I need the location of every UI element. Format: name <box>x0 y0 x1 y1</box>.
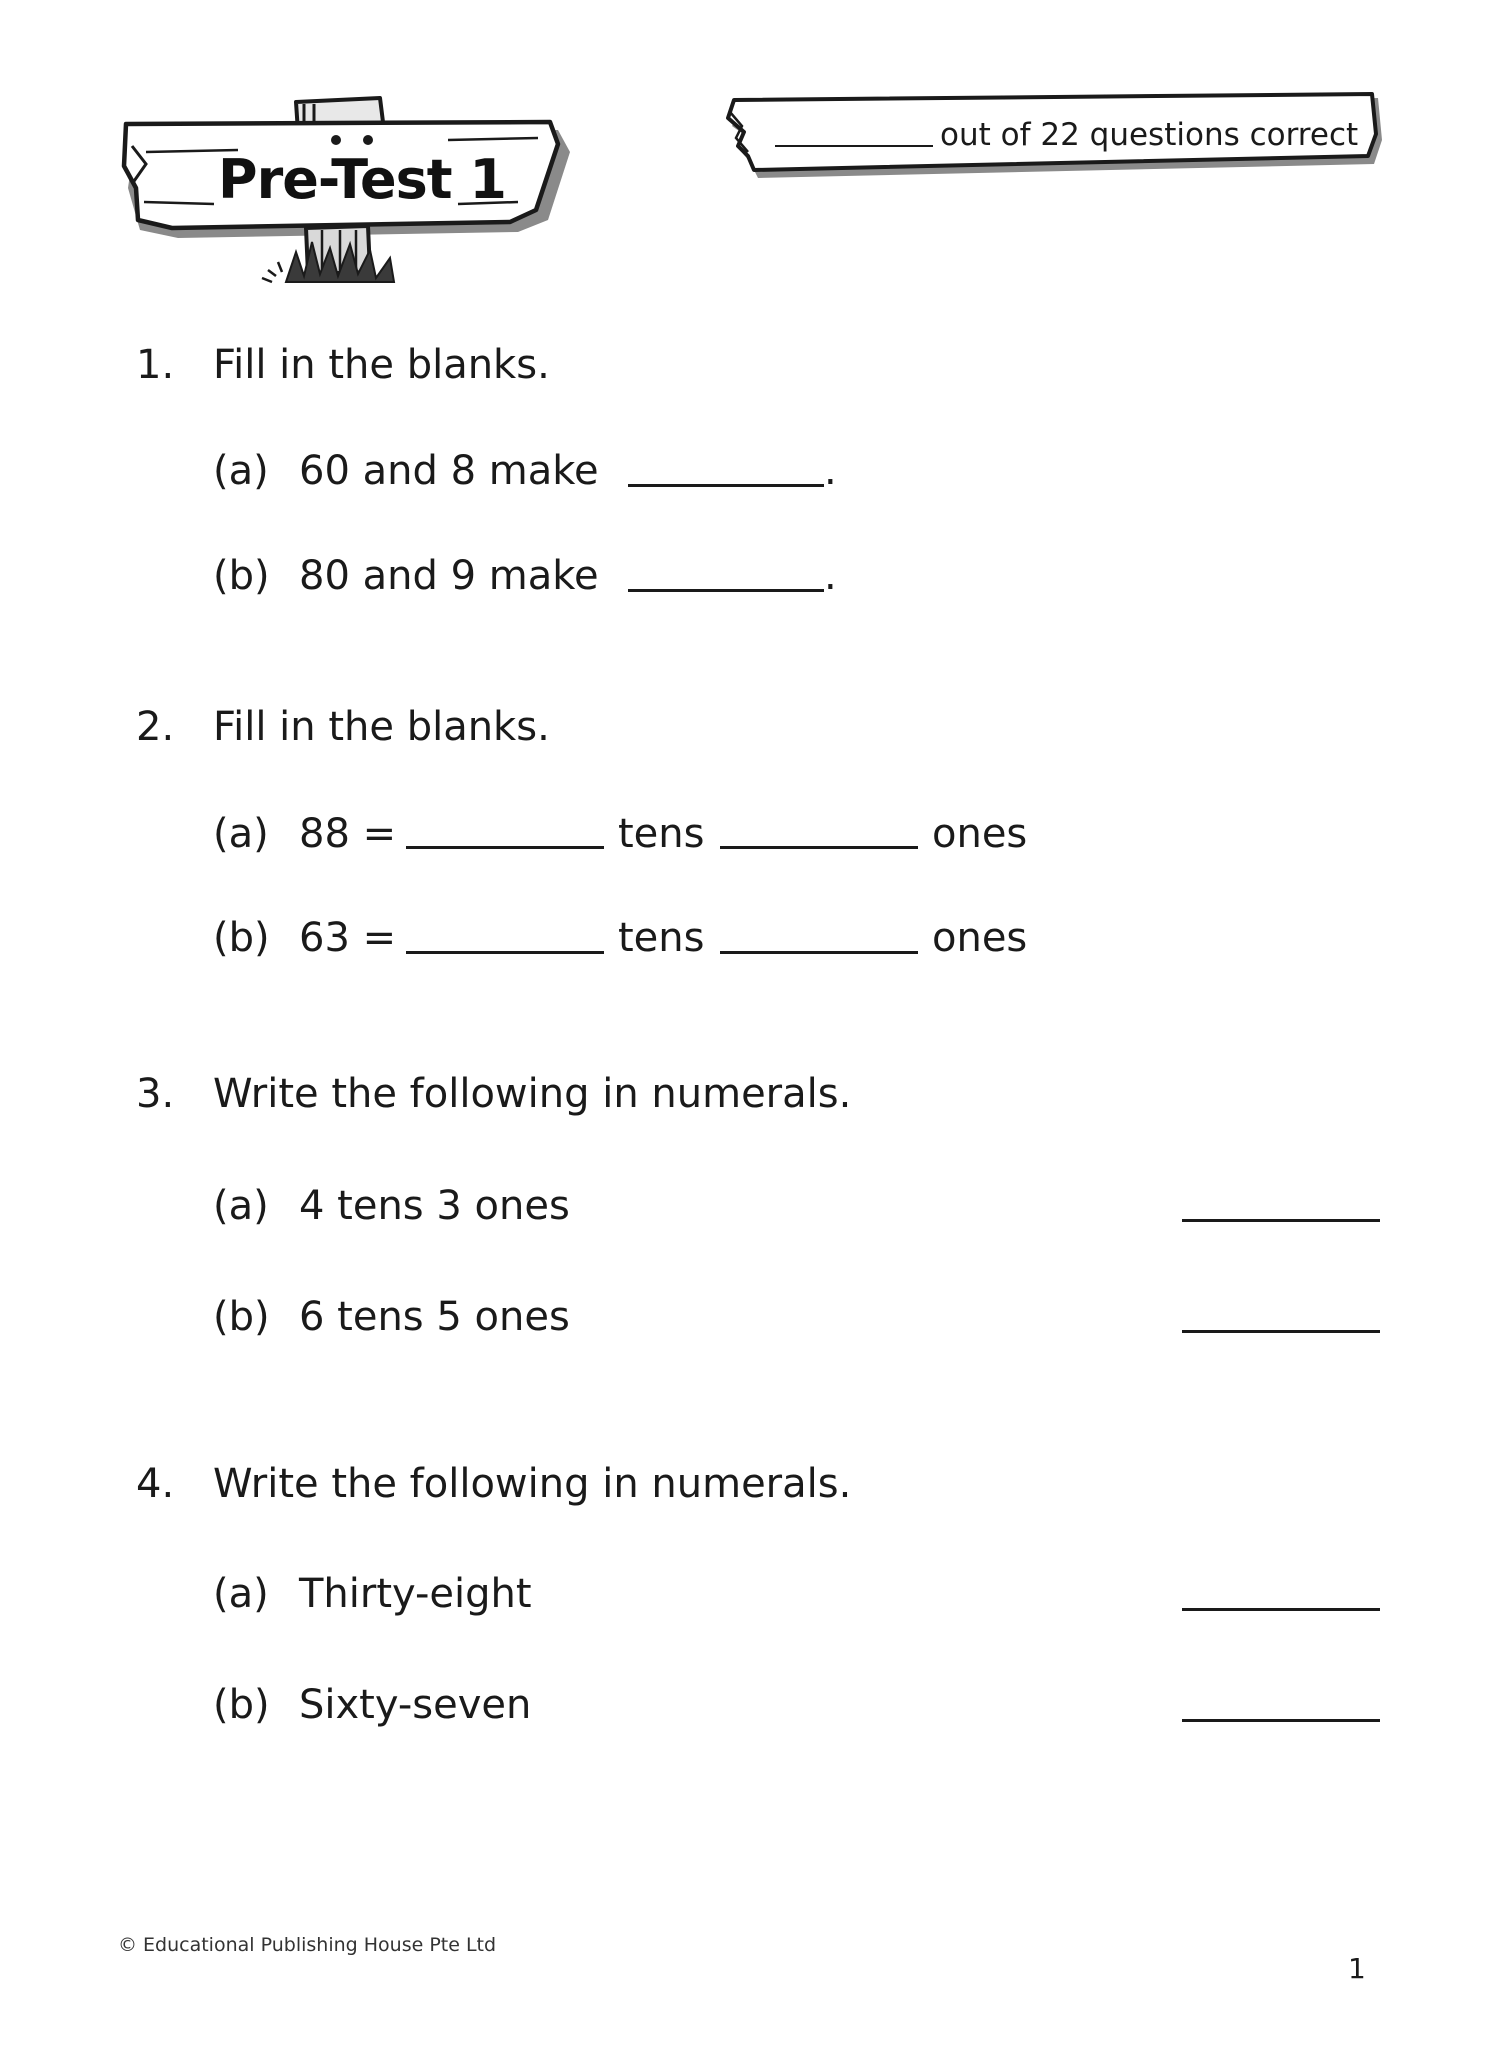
q2b-tens-word: tens <box>618 915 705 961</box>
q3a-answer-blank[interactable] <box>1182 1219 1380 1222</box>
question-2-number: 2. <box>136 704 175 750</box>
copyright-notice: © Educational Publishing House Pte Ltd <box>118 1934 497 1956</box>
q2a-text: 88 = <box>299 811 397 857</box>
q1b-text: 80 and 9 make <box>299 553 599 599</box>
q4a-answer-blank[interactable] <box>1182 1608 1380 1611</box>
q2b-label: (b) <box>213 915 270 961</box>
q2a-ones-word: ones <box>932 811 1028 857</box>
q3a-label: (a) <box>213 1183 269 1229</box>
q1b-label: (b) <box>213 553 270 599</box>
score-answer-blank[interactable] <box>775 145 933 147</box>
q4b-answer-blank[interactable] <box>1182 1719 1380 1722</box>
q2a-tens-blank[interactable] <box>406 846 604 849</box>
q1a-text: 60 and 8 make <box>299 448 599 494</box>
q4a-text: Thirty-eight <box>299 1571 532 1617</box>
q2b-ones-word: ones <box>932 915 1028 961</box>
q2a-tens-word: tens <box>618 811 705 857</box>
score-label: out of 22 questions correct <box>940 117 1359 153</box>
page-title: Pre-Test 1 <box>218 148 506 211</box>
q2b-text: 63 = <box>299 915 397 961</box>
q4a-label: (a) <box>213 1571 269 1617</box>
q2b-ones-blank[interactable] <box>720 951 918 954</box>
question-2-prompt: Fill in the blanks. <box>213 704 550 750</box>
q3a-text: 4 tens 3 ones <box>299 1183 570 1229</box>
question-3-prompt: Write the following in numerals. <box>213 1071 852 1117</box>
q3b-answer-blank[interactable] <box>1182 1330 1380 1333</box>
q1b-answer-blank[interactable] <box>628 589 824 592</box>
question-4-number: 4. <box>136 1461 175 1507</box>
question-3-number: 3. <box>136 1071 175 1117</box>
question-1-prompt: Fill in the blanks. <box>213 342 550 388</box>
q1a-answer-blank[interactable] <box>628 484 824 487</box>
q2b-tens-blank[interactable] <box>406 951 604 954</box>
q1a-period: . <box>824 448 837 494</box>
q2a-label: (a) <box>213 811 269 857</box>
q4b-label: (b) <box>213 1682 270 1728</box>
q3b-text: 6 tens 5 ones <box>299 1294 570 1340</box>
q2a-ones-blank[interactable] <box>720 846 918 849</box>
q4b-text: Sixty-seven <box>299 1682 532 1728</box>
q1a-label: (a) <box>213 448 269 494</box>
question-1-number: 1. <box>136 342 175 388</box>
q3b-label: (b) <box>213 1294 270 1340</box>
question-4-prompt: Write the following in numerals. <box>213 1461 852 1507</box>
page-number: 1 <box>1348 1952 1366 1985</box>
q1b-period: . <box>824 553 837 599</box>
